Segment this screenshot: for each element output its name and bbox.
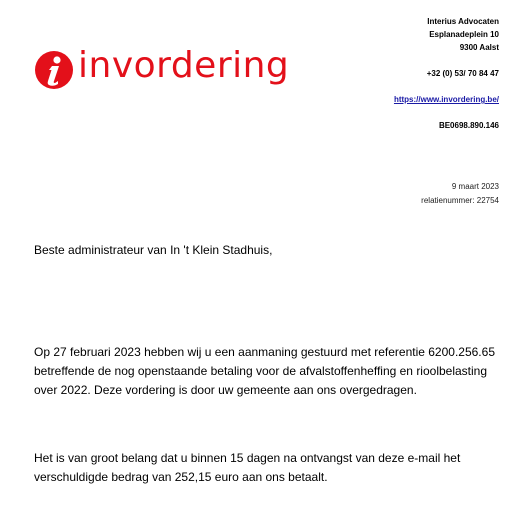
sender-block xyxy=(394,15,499,132)
sender-name: Interius Advocaten xyxy=(427,17,499,26)
sender-phone: +32 (0) 53/ 70 84 47 xyxy=(426,69,499,78)
sender-vat: BE0698.890.146 xyxy=(438,121,499,130)
logo-wordmark: invordering xyxy=(78,45,290,86)
info-mark-icon xyxy=(34,50,74,90)
invordering-logo xyxy=(34,44,289,100)
letter-date: 9 maart 2023 xyxy=(451,182,499,191)
sender-website-link[interactable]: https://www.invordering.be/ xyxy=(393,95,499,104)
paragraph-payment: Het is van groot belang dat u binnen 15 dagen na ontvangst van deze e-mail het verschuldigde bedrag van 252,15 euro aan ons betaalt. xyxy=(34,451,461,484)
sender-street: Esplanadeplein 10 xyxy=(429,30,499,39)
letter-meta xyxy=(421,180,499,208)
sender-city: 9300 Aalst xyxy=(459,43,499,52)
salutation: Beste administrateur van In 't Klein Stadhuis, xyxy=(34,243,273,257)
paragraph-reminder: Op 27 februari 2023 hebben wij u een aanmaning gestuurd met referentie 6200.256.65 betreffende de nog openstaande betaling voor de afvalstoffenheffing en rioolbelasting over 2022. Deze vordering is door uw gemeente aan ons overgedragen. xyxy=(34,345,495,397)
relation-number: relatienummer: 22754 xyxy=(421,196,499,205)
